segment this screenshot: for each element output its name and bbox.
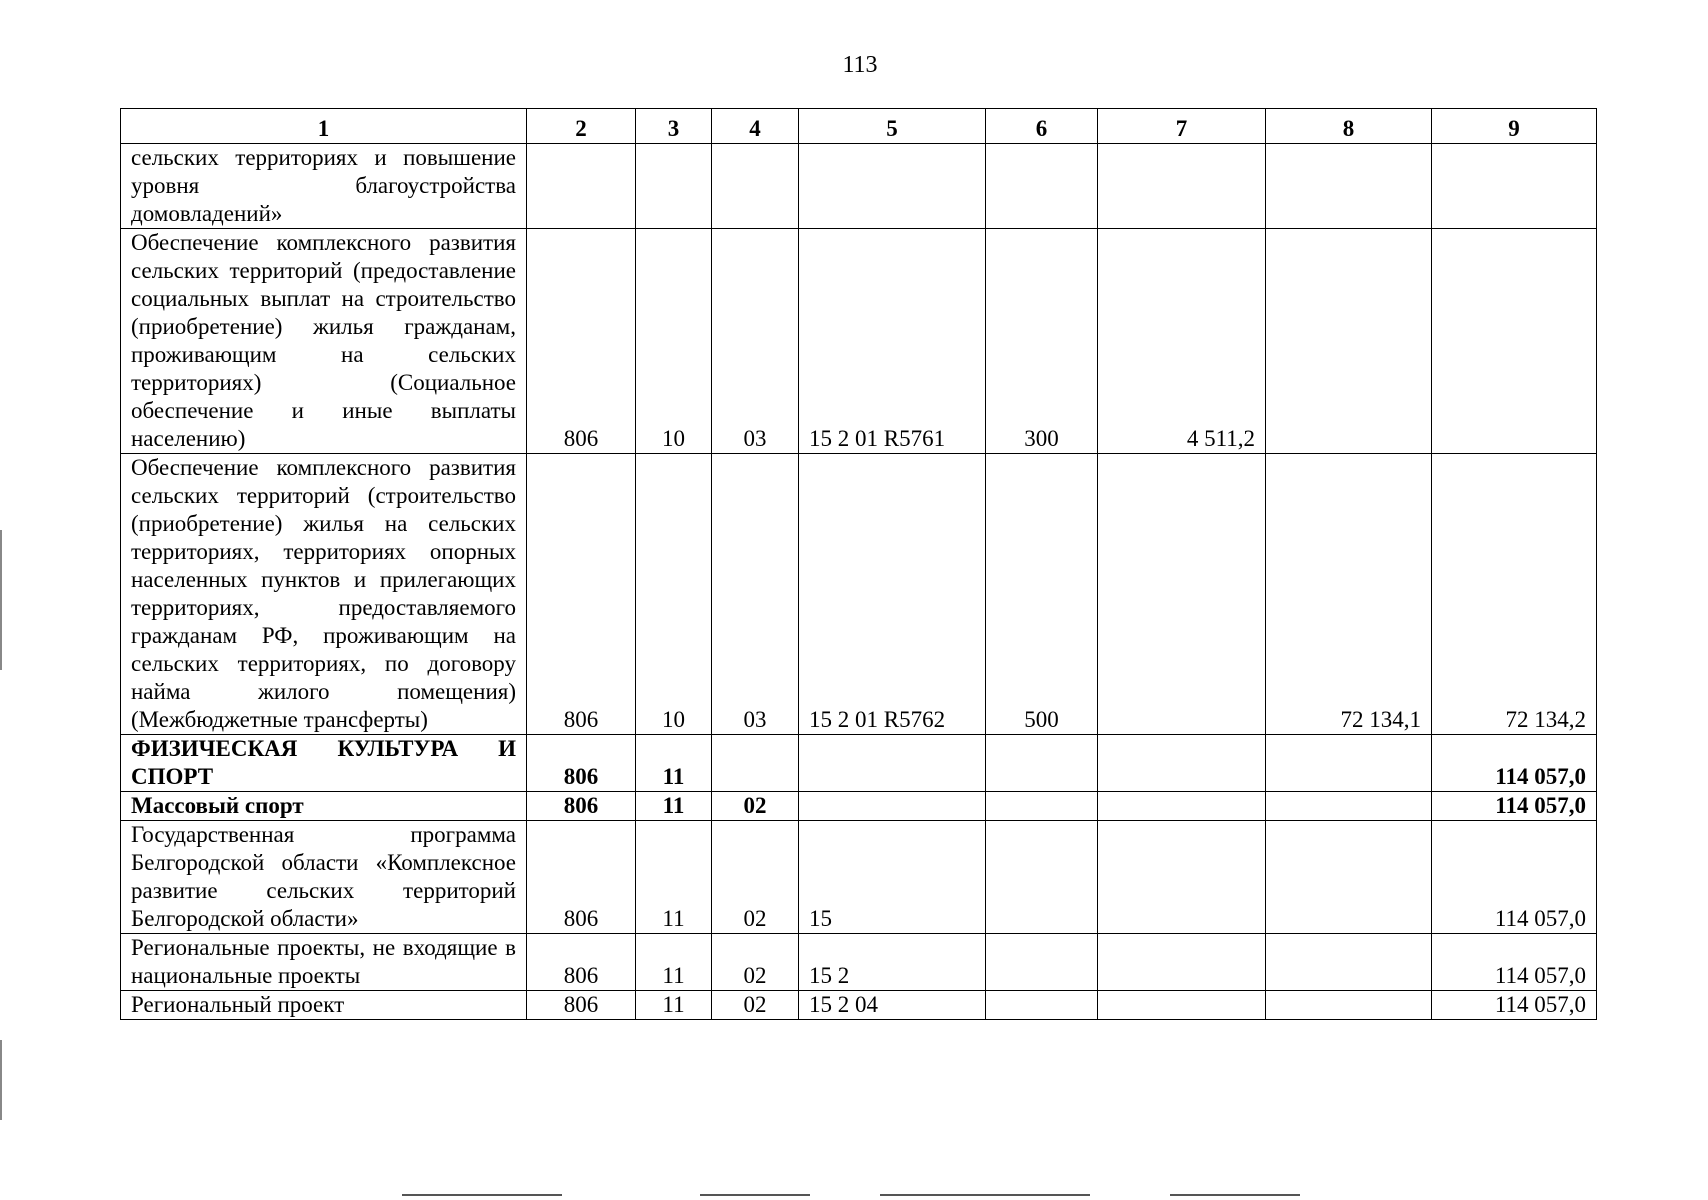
table-row	[121, 735, 1597, 792]
cell-col-9: 114 057,0	[1432, 934, 1597, 991]
column-header-8: 8	[1266, 109, 1432, 144]
scan-edge-mark	[0, 530, 2, 670]
cell-name: Обеспечение комплексного развития сельских территорий (строительство (приобретение) жилья на сельских территориях, территориях опорных населенных пунктов и прилегающих территориях, предоставляемого гражданам РФ, проживающим на сельских территориях, по договору найма жилого помещения) (Межбюджетные трансферты)	[121, 454, 527, 735]
cell-col-7	[1098, 735, 1266, 792]
cell-name: ФИЗИЧЕСКАЯ КУЛЬТУРА И СПОРТ	[121, 735, 527, 792]
cell-col-9: 114 057,0	[1432, 991, 1597, 1020]
cell-col-8	[1266, 821, 1432, 934]
cell-col-8	[1266, 792, 1432, 821]
column-header-5: 5	[799, 109, 986, 144]
column-header-6: 6	[986, 109, 1098, 144]
cell-col-3	[636, 144, 712, 229]
scan-artifact-line	[880, 1194, 1090, 1196]
cell-col-6	[986, 991, 1098, 1020]
cell-col-2: 806	[527, 821, 636, 934]
cell-col-7	[1098, 934, 1266, 991]
cell-col-8	[1266, 144, 1432, 229]
cell-col-4	[712, 144, 799, 229]
cell-col-2: 806	[527, 454, 636, 735]
column-header-2: 2	[527, 109, 636, 144]
column-header-1: 1	[121, 109, 527, 144]
cell-col-6: 500	[986, 454, 1098, 735]
cell-col-9: 114 057,0	[1432, 735, 1597, 792]
header-row	[121, 109, 1597, 144]
cell-col-3: 11	[636, 792, 712, 821]
cell-col-8	[1266, 991, 1432, 1020]
page-number: 113	[842, 52, 878, 78]
cell-col-9: 72 134,2	[1432, 454, 1597, 735]
cell-col-9	[1432, 229, 1597, 454]
cell-col-7	[1098, 991, 1266, 1020]
cell-name: Массовый спорт	[121, 792, 527, 821]
table-row	[121, 144, 1597, 229]
column-header-9: 9	[1432, 109, 1597, 144]
cell-col-4: 02	[712, 991, 799, 1020]
table-row	[121, 934, 1597, 991]
cell-col-9: 114 057,0	[1432, 792, 1597, 821]
scan-artifact-line	[700, 1194, 810, 1196]
cell-col-6	[986, 144, 1098, 229]
cell-name: Обеспечение комплексного развития сельских территорий (предоставление социальных выплат на строительство (приобретение) жилья гражданам, проживающим на сельских территориях) (Социальное обеспечение и иные выплаты населению)	[121, 229, 527, 454]
cell-col-7	[1098, 454, 1266, 735]
table-row	[121, 792, 1597, 821]
cell-col-2: 806	[527, 934, 636, 991]
cell-col-5: 15	[799, 821, 986, 934]
cell-col-3: 11	[636, 934, 712, 991]
cell-col-5	[799, 792, 986, 821]
table-row	[121, 991, 1597, 1020]
cell-col-2: 806	[527, 735, 636, 792]
cell-col-5: 15 2 01 R5762	[799, 454, 986, 735]
cell-col-5: 15 2	[799, 934, 986, 991]
cell-col-2	[527, 144, 636, 229]
cell-col-2: 806	[527, 792, 636, 821]
cell-col-7: 4 511,2	[1098, 229, 1266, 454]
cell-col-8	[1266, 229, 1432, 454]
cell-col-8: 72 134,1	[1266, 454, 1432, 735]
scan-artifact-line	[402, 1194, 562, 1196]
cell-col-5	[799, 144, 986, 229]
cell-col-9: 114 057,0	[1432, 821, 1597, 934]
cell-col-7	[1098, 792, 1266, 821]
cell-col-4	[712, 735, 799, 792]
cell-col-8	[1266, 934, 1432, 991]
cell-col-4: 02	[712, 821, 799, 934]
cell-col-8	[1266, 735, 1432, 792]
column-header-4: 4	[712, 109, 799, 144]
cell-col-2: 806	[527, 229, 636, 454]
cell-col-3: 10	[636, 454, 712, 735]
table-row	[121, 454, 1597, 735]
cell-col-3: 11	[636, 821, 712, 934]
table-row	[121, 821, 1597, 934]
cell-col-6: 300	[986, 229, 1098, 454]
cell-col-4: 02	[712, 934, 799, 991]
cell-col-2: 806	[527, 991, 636, 1020]
cell-col-6	[986, 735, 1098, 792]
cell-col-5: 15 2 01 R5761	[799, 229, 986, 454]
cell-col-6	[986, 934, 1098, 991]
table-row	[121, 229, 1597, 454]
cell-col-7	[1098, 144, 1266, 229]
cell-col-3: 11	[636, 735, 712, 792]
budget-table	[120, 108, 1597, 1020]
table-body	[121, 144, 1597, 1020]
cell-col-3: 10	[636, 229, 712, 454]
cell-col-4: 03	[712, 454, 799, 735]
cell-col-5: 15 2 04	[799, 991, 986, 1020]
cell-col-4: 02	[712, 792, 799, 821]
cell-col-9	[1432, 144, 1597, 229]
budget-table-container	[120, 108, 1596, 1020]
cell-name: Региональные проекты, не входящие в национальные проекты	[121, 934, 527, 991]
cell-col-5	[799, 735, 986, 792]
cell-col-6	[986, 821, 1098, 934]
cell-name: Региональный проект	[121, 991, 527, 1020]
scan-artifact-line	[1170, 1194, 1300, 1196]
cell-name: сельских территориях и повышение уровня благоустройства домовладений»	[121, 144, 527, 229]
cell-name: Государственная программа Белгородской области «Комплексное развитие сельских территорий Белгородской области»	[121, 821, 527, 934]
cell-col-6	[986, 792, 1098, 821]
cell-col-3: 11	[636, 991, 712, 1020]
column-header-7: 7	[1098, 109, 1266, 144]
column-header-3: 3	[636, 109, 712, 144]
scan-edge-mark	[0, 1040, 2, 1120]
cell-col-7	[1098, 821, 1266, 934]
cell-col-4: 03	[712, 229, 799, 454]
